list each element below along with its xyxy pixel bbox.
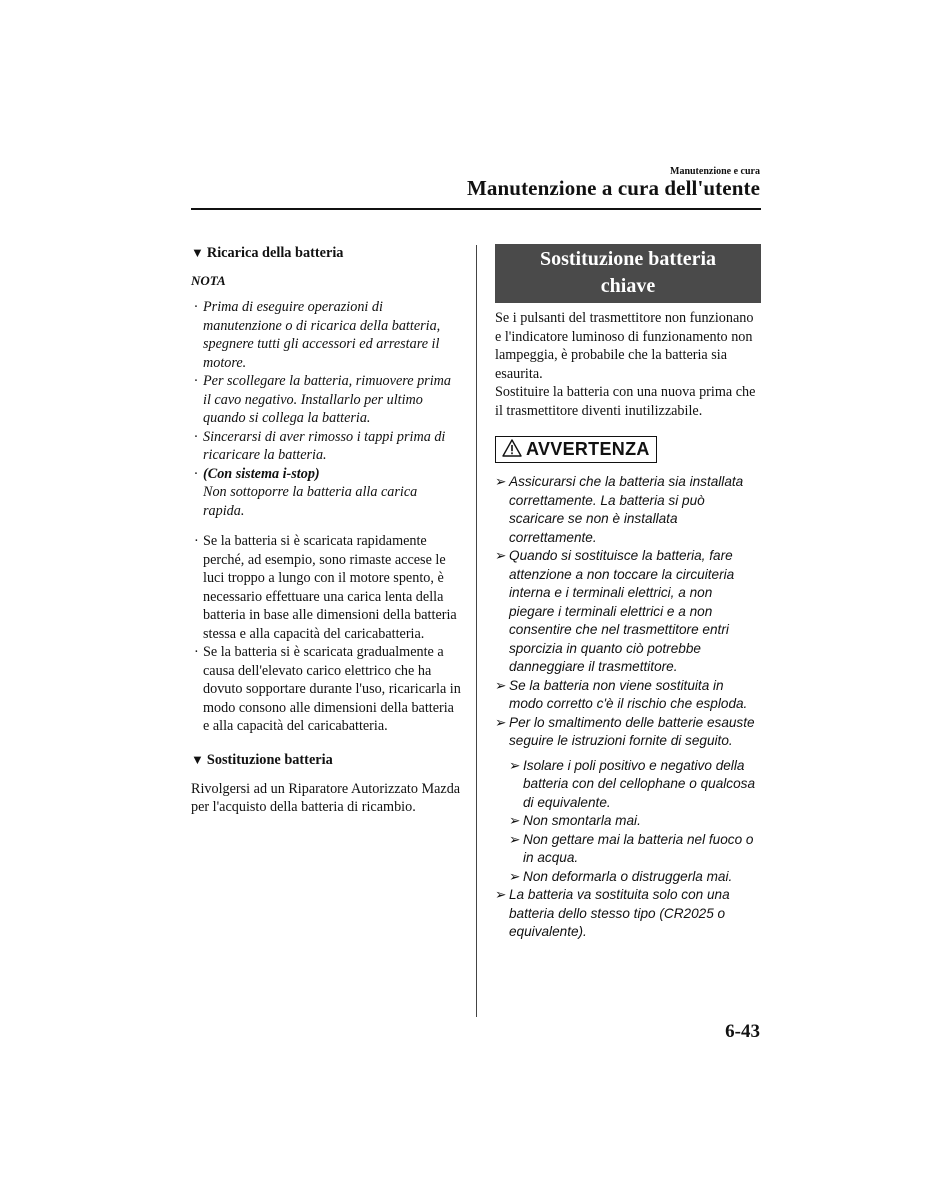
- arrow-icon: ➢: [509, 813, 521, 828]
- column-divider: [476, 245, 477, 1017]
- warning-item: [495, 886, 761, 942]
- nota-item-istop: [191, 465, 461, 521]
- arrow-icon: ➢: [509, 831, 521, 847]
- arrow-icon: ➢: [495, 714, 507, 730]
- warning-item-text: Se la batteria non viene sostituita in modo corretto c'è il rischio che esploda.: [509, 677, 748, 711]
- title-line: Sostituzione batteria: [539, 248, 717, 270]
- arrow-icon: ➢: [495, 887, 507, 902]
- key-battery-title: [495, 244, 761, 303]
- page-title: Manutenzione a cura dell'utente: [467, 176, 760, 200]
- warning-triangle-icon: [502, 439, 522, 457]
- warning-item: [495, 547, 761, 677]
- right-column: [495, 244, 761, 942]
- intro-sentence: Sostituire la batteria con una nuova prima che il trasmettitore diventi inutilizzabile.: [495, 384, 756, 419]
- final-warning-list: [495, 886, 761, 942]
- nota-item: · Sincerarsi di aver rimosso i tappi prima di ricaricare la batteria.: [191, 428, 461, 465]
- nota-label: NOTA: [191, 273, 226, 288]
- left-column: [191, 243, 461, 817]
- arrow-icon: ➢: [495, 548, 507, 563]
- warning-item-text: La batteria va sostituita solo con una batteria dello stesso tipo (CR2025 o equivalente).: [509, 887, 730, 939]
- istop-text: Non sottoporre la batteria alla carica rapida.: [203, 484, 418, 519]
- arrow-icon: ➢: [495, 677, 507, 693]
- disposal-list: [509, 757, 761, 887]
- nota-list: [191, 298, 461, 520]
- nota-item: · Prima di eseguire operazioni di manutenzione o di ricarica della batteria, spegnere tutti gli accessori ed arrestare il motore.: [191, 298, 461, 372]
- charge-item: · Se la batteria si è scaricata rapidamente perché, ad esempio, sono rimaste accese le luci troppo a lungo con il motore spento, è necessario effettuare una carica lenta della batteria in base alle dimensioni della batteria stessa e alla capacità del caricabatteria.: [191, 532, 461, 643]
- down-triangle-icon: ▼: [191, 245, 204, 260]
- header-rule: [191, 208, 761, 210]
- istop-title: (Con sistema i-stop): [203, 465, 320, 482]
- warning-item: [495, 714, 761, 751]
- replace-heading: [191, 750, 461, 770]
- replace-heading-text: Sostituzione batteria: [206, 751, 333, 768]
- disposal-item-text: Non deformarla o distruggerla mai.: [523, 868, 733, 884]
- warning-item-text: Per lo smaltimento delle batterie esauste seguire le istruzioni fornite di seguito.: [509, 714, 755, 748]
- warning-item: [495, 677, 761, 714]
- intro-text: [495, 309, 761, 420]
- nota-item: · Per scollegare la batteria, rimuovere prima il cavo negativo. Installarlo per ultimo quando si collega la batteria.: [191, 372, 461, 428]
- disposal-item-text: Non gettare mai la batteria nel fuoco o in acqua.: [523, 831, 754, 865]
- disposal-item: [509, 831, 761, 868]
- warning-item-text: Assicurarsi che la batteria sia installata correttamente. La batteria si può scaricare se non è installata correttamente.: [509, 474, 744, 545]
- disposal-item: [509, 812, 761, 831]
- charge-heading: [191, 243, 461, 263]
- charge-item: · Se la batteria si è scaricata gradualmente a causa dell'elevato carico elettrico che ha dovuto sopportare durante l'uso, ricaricarla in modo consono alle dimensioni della batteria e alla capacità del caricabatteria.: [191, 643, 461, 736]
- charge-heading-text: Ricarica della batteria: [206, 245, 344, 261]
- charge-list: [191, 532, 461, 736]
- warning-label: AVVERTENZA: [526, 439, 650, 459]
- disposal-item-text: Isolare i poli positivo e negativo della batteria con del cellophane o qualcosa di equivalente.: [523, 757, 756, 810]
- section-label: Manutenzione e cura: [670, 166, 760, 177]
- title-line: chiave: [600, 275, 656, 297]
- arrow-icon: ➢: [509, 868, 521, 884]
- disposal-item: [509, 868, 761, 887]
- intro-sentence: Se i pulsanti del trasmettitore non funzionano e l'indicatore luminoso di funzionamento non lampeggia, è probabile che la batteria sia esaurita.: [495, 310, 754, 382]
- warning-box: [495, 436, 657, 463]
- disposal-item-text: Non smontarla mai.: [523, 813, 641, 828]
- arrow-icon: ➢: [509, 757, 521, 773]
- warning-item-text: Quando si sostituisce la batteria, fare attenzione a non toccare la circuiteria interna e i terminali elettrici, a non piegare i terminali elettrici e a non consentire che nel trasmettitore entri sporcizia in quanto ciò potrebbe danneggiare il trasmettitore.: [509, 548, 735, 674]
- warning-list: [495, 473, 761, 751]
- down-triangle-icon: ▼: [191, 751, 204, 767]
- disposal-item: [509, 757, 761, 813]
- warning-item: [495, 473, 761, 547]
- replace-text: Rivolgersi ad un Riparatore Autorizzato Mazda per l'acquisto della batteria di ricambio.: [191, 780, 461, 815]
- arrow-icon: ➢: [495, 474, 507, 489]
- page-number: 6-43: [725, 1021, 760, 1042]
